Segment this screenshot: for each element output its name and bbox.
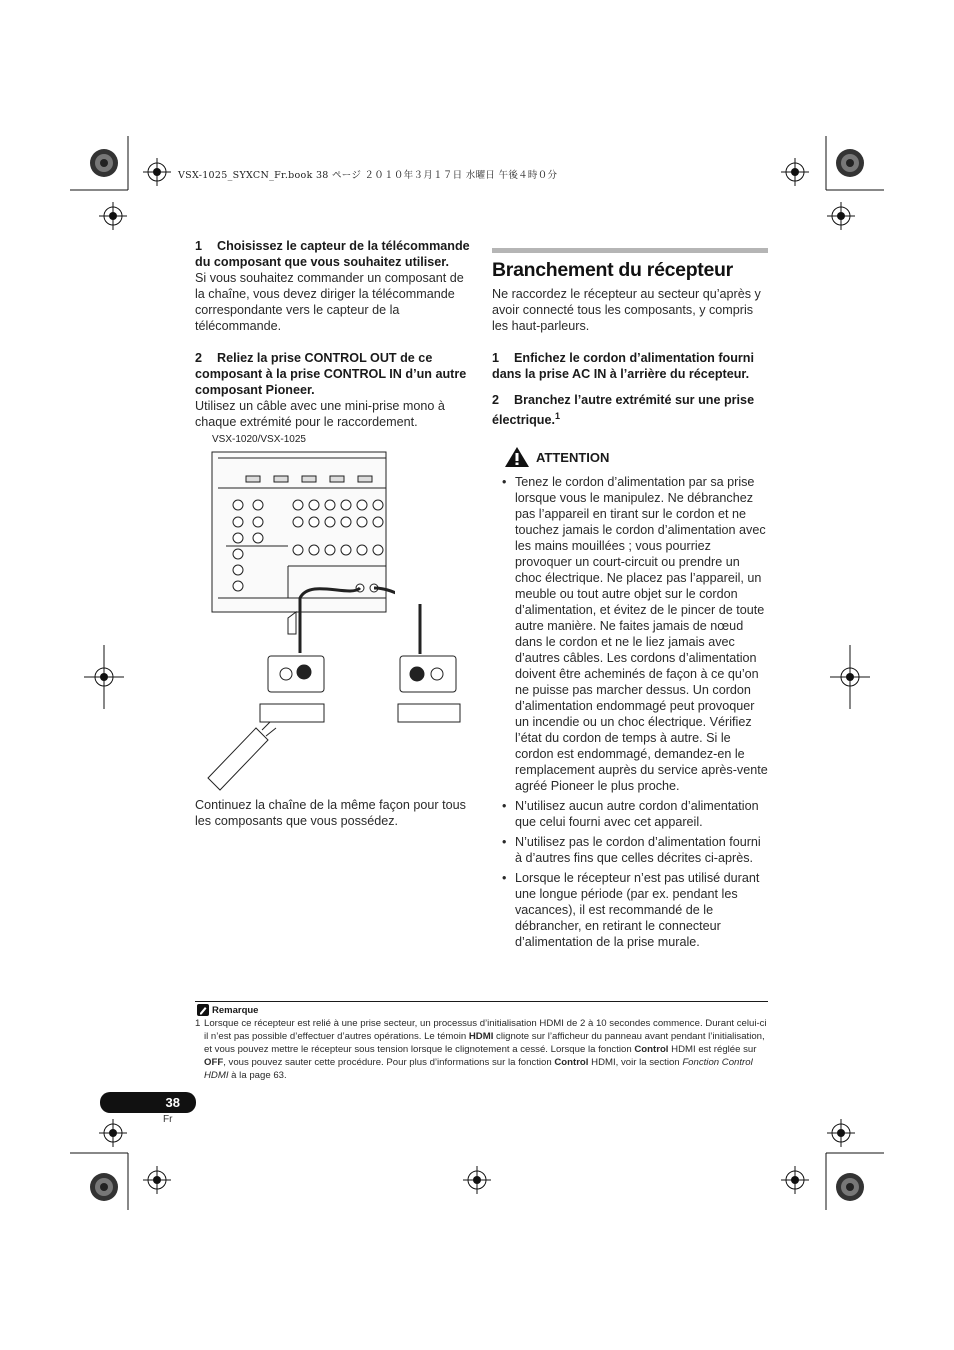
caution-item: • Tenez le cordon d’alimentation par sa prise lorsque vous le manipulez. Ne débranchez pas l’appareil en tirant sur le cordon et ne touchez jamais le cordon d’alimentation avec les mains mouillées ; vous pourriez provoquer un court-circuit ou prendre un choc électrique. Ne placez pas l’appareil, un meuble ou tout autre objet sur le cordon d’alimentation, et évitez de le pincer de toute autre manière. Ne faites jamais de nœud dans le cordon et ne le liez jamais avec d’autres câbles. Les cordons d’alimentation doivent être acheminés de façon à ce qu’on ne puisse pas marcher dessus. Un cordon d’alimentation endommagé peut provoquer un incendie ou un choc électrique. Vérifiez l’état du cordon de temps à autre. Si le cordon est endommagé, demandez-en le remplacement auprès du service après-vente agréé Pioneer le plus proche.	[492, 474, 768, 794]
caution-list	[492, 474, 768, 950]
note-pencil-icon	[197, 1004, 209, 1016]
warning-triangle-icon	[504, 446, 530, 468]
right-step-1-title: 1 Enfichez le cordon d’alimentation fourni dans la prise AC IN à l’arrière du récepteur.	[492, 351, 754, 381]
right-column	[492, 238, 768, 954]
remarque-heading	[197, 1004, 258, 1016]
page-number: 38	[100, 1092, 196, 1113]
attention-label: ATTENTION	[536, 449, 610, 465]
footnote	[195, 1017, 770, 1082]
remarque-label: Remarque	[212, 1004, 259, 1016]
book-info-line: VSX-1025_SYXCN_Fr.book 38 ページ ２０１０年３月１７日 水曜日 午後４時０分	[178, 170, 558, 181]
right-step-2-title: 2 Branchez l’autre extrémité sur une prise électrique.$^1$	[492, 393, 755, 428]
left-step-2-body: Utilisez un câble avec une mini-prise mono à chaque extrémité pour le raccordement.	[195, 399, 445, 429]
attention-heading	[504, 446, 768, 468]
footnote-rule	[195, 1001, 768, 1002]
left-step-2-title: 2 Reliez la prise CONTROL OUT de ce composant à la prise CONTROL IN d’un autre composant Pioneer.	[195, 351, 467, 397]
footnote-number: 1	[195, 1018, 201, 1029]
control-connection-diagram	[200, 448, 395, 793]
language-code: Fr	[163, 1114, 173, 1125]
footnote-text: Lorsque ce récepteur est relié à une prise secteur, un processus d’initialisation HDMI de 2 à 10 secondes commence. Durant celui-ci il n’est pas possible d’effectuer d’autres opérations. Le témoin HDMI clignote sur l’afficheur du panneau avant pendant l’initialisation, et vous pouvez mettre le récepteur sous tension lorsque le clignotement a cessé. Lorsque la fonction Control HDMI est réglée sur OFF, vous pouvez sauter cette procédure. Pour plus d’informations sur la fonction Control HDMI, voir la section Fonction Control HDMI à la page 63.	[204, 1018, 767, 1081]
left-step-1-title: 1 Choisissez le capteur de la télécommande du composant que vous souhaitez utiliser.	[195, 239, 470, 269]
section-title: Branchement du récepteur	[492, 259, 733, 281]
caution-item: • N’utilisez aucun autre cordon d’alimentation que celui fourni avec cet appareil.	[492, 798, 768, 830]
caution-item: • Lorsque le récepteur n’est pas utilisé durant une longue période (par ex. pendant les vacances), il est recommandé de le débrancher, en retirant le connecteur d’alimentation de la prise murale.	[492, 870, 768, 950]
left-step-1-body: Si vous souhaitez commander un composant de la chaîne, vous devez diriger la télécommande correspondante vers le capteur de la télécommande.	[195, 271, 464, 333]
diagram-model-label: VSX-1020/VSX-1025	[212, 434, 306, 445]
caution-item: • N’utilisez pas le cordon d’alimentation fourni à d’autres fins que celles décrites ci-après.	[492, 834, 768, 866]
continue-chain-text: Continuez la chaîne de la même façon pour tous les composants que vous possédez.	[195, 798, 466, 828]
section-divider-bar	[492, 248, 768, 253]
left-column	[195, 238, 470, 430]
section-intro: Ne raccordez le récepteur au secteur qu’après y avoir connecté tous les composants, y compris les haut-parleurs.	[492, 287, 761, 333]
second-component-diagram	[395, 604, 465, 729]
